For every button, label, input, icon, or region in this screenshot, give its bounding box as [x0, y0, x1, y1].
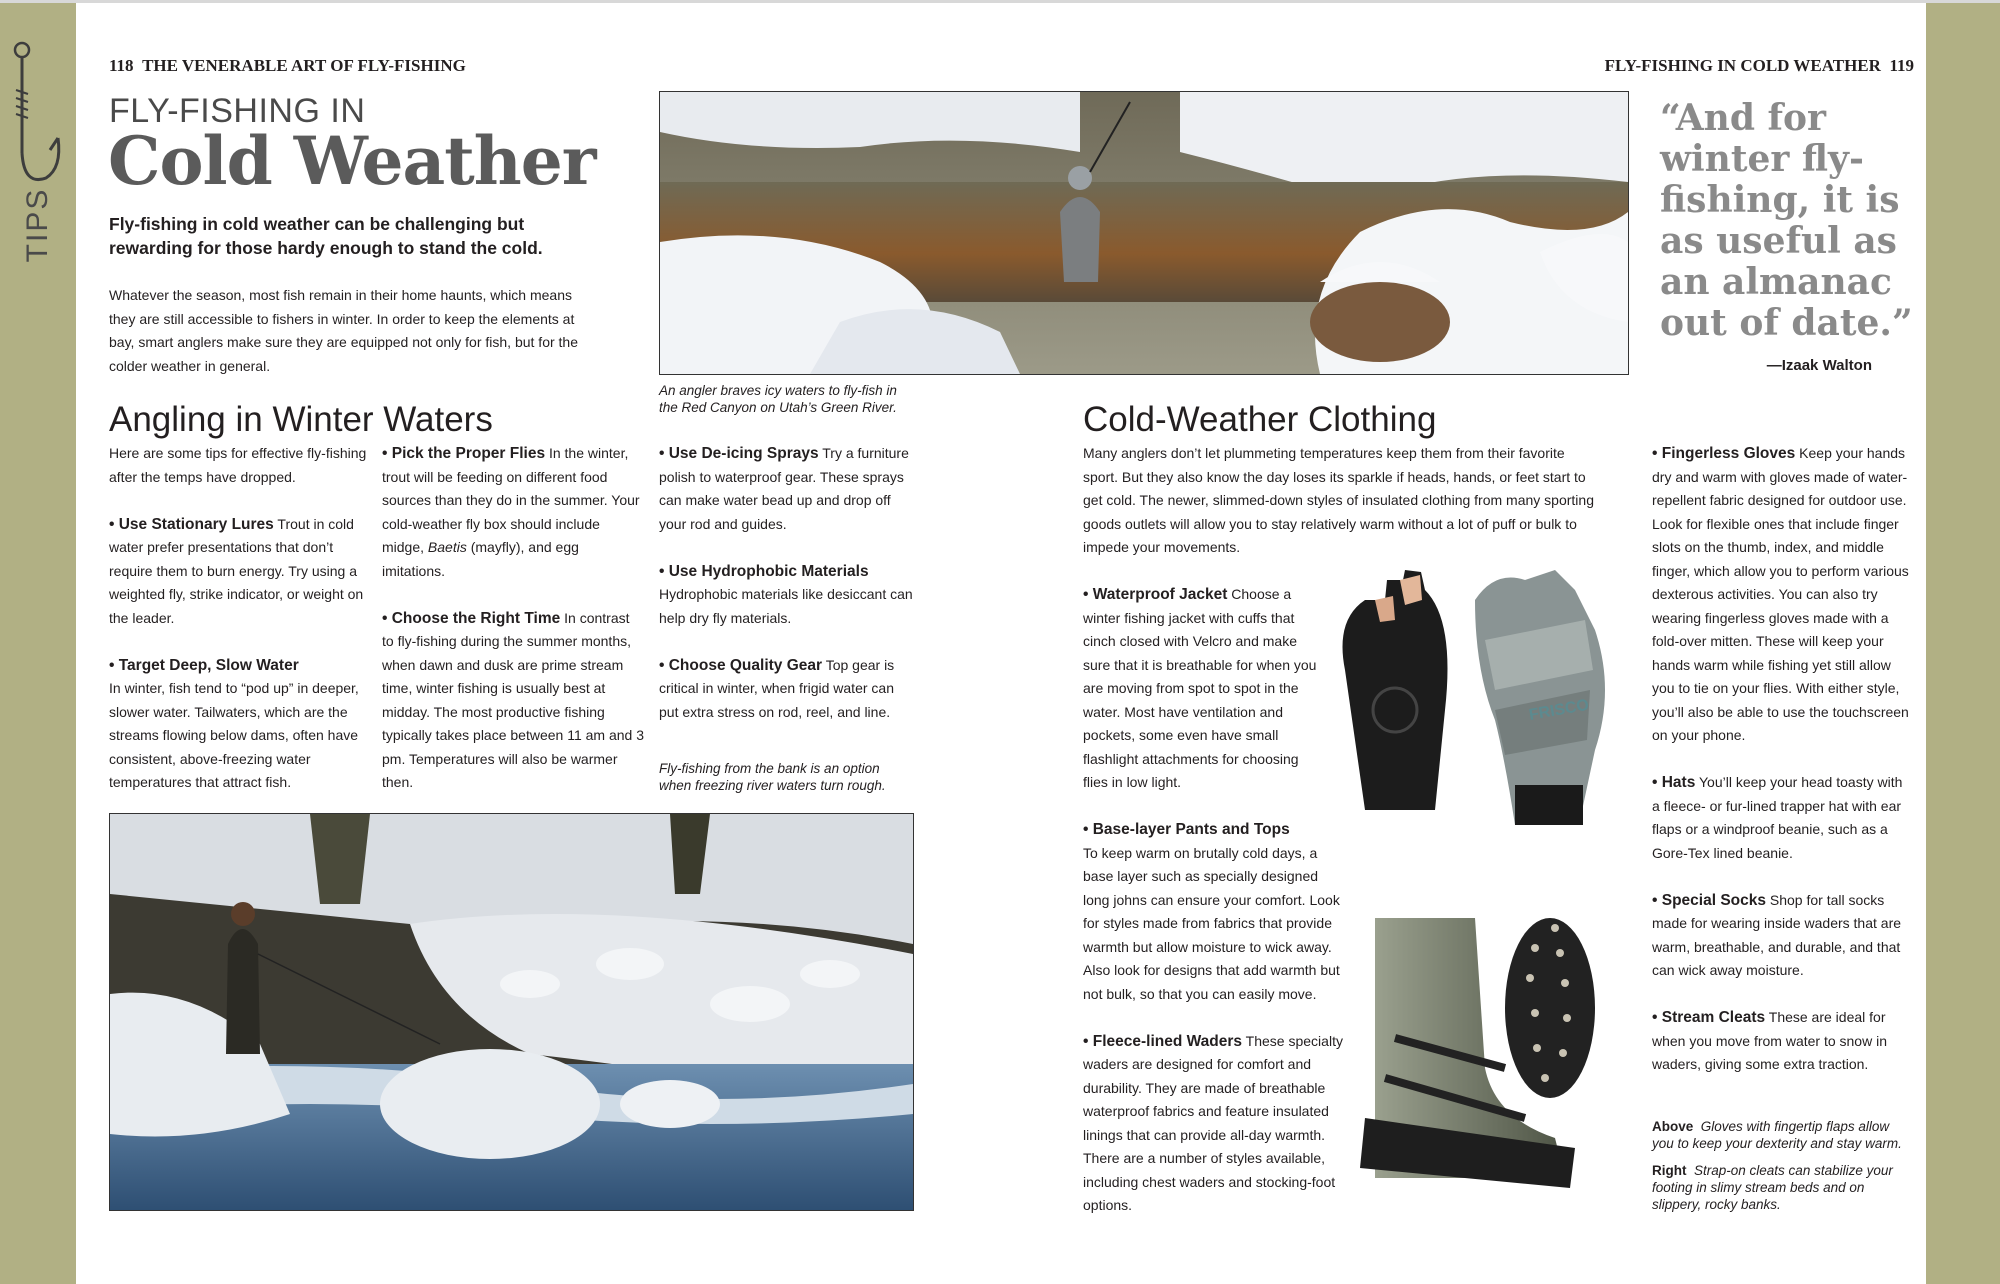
caption-cleats [1652, 1162, 1912, 1213]
tip-title: • Choose the Right Time [382, 609, 561, 627]
article-kicker: FLY-FISHING IN [109, 92, 366, 130]
tip-title: • Pick the Proper Flies [382, 445, 546, 462]
angling-column-3 [659, 442, 917, 748]
page-number-right: 119 [1889, 56, 1914, 75]
tips-tab-label: TIPS [21, 187, 54, 263]
tip-title: • Choose Quality Gear [659, 656, 823, 674]
caption-text: Strap-on cleats can stabilize your footing in slimy stream beds and on slippery, rocky banks. [1652, 1163, 1893, 1212]
tip-proper-flies [382, 442, 644, 583]
item-text: These are ideal for when you move from water to snow in waders, giving some extra traction. [1652, 1009, 1887, 1072]
fish-hook-icon [6, 28, 64, 188]
tip-text: In contrast to fly-fishing during the summer months, when dawn and dusk are prime stream time, winter fishing is usually best at midday. The most productive fishing typically takes place between 11 am and 3 pm. Temperatures will also be warmer then. [382, 609, 645, 790]
item-fingerless-gloves [1652, 442, 1912, 748]
pull-quote: “And for winter fly-fishing, it is as useful as an almanac out of date.” [1660, 97, 1913, 344]
item-hats [1652, 771, 1912, 865]
tip-hydrophobic [659, 560, 917, 631]
angling-column-1 [109, 442, 367, 818]
item-title: • Stream Cleats [1652, 1009, 1766, 1026]
caption-text: Gloves with fingertip flaps allow you to keep your dexterity and stay warm. [1652, 1119, 1902, 1151]
caption-bottom-photo: Fly-fishing from the bank is an option when freezing river waters turn rough. [659, 761, 886, 793]
clothing-column-1b [1083, 818, 1348, 1241]
heading-angling-winter: Angling in Winter Waters [109, 400, 493, 439]
item-text: Shop for tall socks made for wearing inside waders that are warm, breathable, and durable, and that can wick away moisture. [1652, 891, 1902, 978]
snowy-river-illustration [660, 92, 1628, 374]
item-waterproof-jacket [1083, 583, 1318, 795]
figure-fingerless-gloves [1325, 560, 1625, 850]
item-text: To keep warm on brutally cold days, a base layer such as specially designed long johns can ensure your comfort. Look for styles made from fabrics that provide warmth but allow moisture to wick away. Also look for designs that add warmth but not bulk, so that you can easily move. [1083, 844, 1340, 1002]
caption-gloves [1652, 1118, 1912, 1152]
left-running-title: THE VENERABLE ART OF FLY-FISHING [142, 56, 466, 75]
tip-text: In the winter, trout will be feeding on different food sources than they do in the summer. Your cold-weather fly box should include midge, [382, 445, 640, 555]
figure-stream-cleats [1355, 918, 1625, 1208]
cleats-illustration [1355, 918, 1625, 1208]
angling-intro: Here are some tips for effective fly-fishing after the temps have dropped. [109, 445, 367, 485]
tip-title: • Target Deep, Slow Water [109, 656, 299, 674]
tip-title: • Use De-icing Sprays [659, 445, 819, 462]
right-running-head [1605, 56, 1914, 76]
article-intro: Whatever the season, most fish remain in their home haunts, which means they are still accessible to fishers in winter. In order to keep the elements at bay, smart anglers make sure they are equipped not only for fish, but for the colder weather in general. [109, 287, 578, 374]
item-special-socks [1652, 889, 1912, 983]
item-text: Keep your hands dry and warm with gloves made of water-repellent fabric designed for outdoor use. Look for flexible ones that include finger slots on the thumb, index, and middle finger, which allow you to perform various dexterous activities. You can also try wearing fingerless gloves made with a fold-over mitten. These will keep your hands warm while fishing yet still allow you to tie on your flies. With either style, you’ll also be able to use the touchscreen on your phone. [1652, 445, 1909, 743]
tip-quality-gear [659, 654, 917, 725]
item-title: • Fleece-lined Waders [1083, 1032, 1243, 1050]
item-base-layer [1083, 818, 1348, 1006]
heading-cold-clothing: Cold-Weather Clothing [1083, 400, 1437, 439]
item-title: • Hats [1652, 774, 1696, 791]
clothing-column-1 [1083, 583, 1318, 818]
tip-title: • Use Stationary Lures [109, 515, 274, 533]
item-stream-cleats [1652, 1006, 1912, 1077]
gloves-illustration [1325, 560, 1625, 850]
tip-text: Trout in cold water prefer presentations that don’t require them to burn energy. Try using a weighted fly, strike indicator, or weight on the leader. [109, 515, 364, 626]
tip-deep-slow-water [109, 654, 367, 795]
angling-column-2 [382, 442, 644, 818]
left-running-head [109, 56, 466, 76]
clothing-intro: Many anglers don’t let plummeting temperatures keep them from their favorite sport. But they also know the day loses its sparkle if heads, hands, or feet start to get cold. The newer, slimmed-down styles of insulated clothing from many sporting goods outlets will allow you to stay relatively warm without a lot of puff or bulk to impede your movements. [1083, 445, 1594, 555]
photo-bank-fishing [109, 813, 914, 1211]
tip-text-end: (mayfly), and egg imitations. [382, 539, 579, 579]
item-text: You’ll keep your head toasty with a fleece- or fur-lined trapper hat with ear flaps or a windproof beanie, such as a Gore-Tex lined beanie. [1652, 774, 1903, 861]
tip-deicing-sprays [659, 442, 917, 536]
pull-quote-author: —Izaak Walton [1766, 357, 1872, 374]
snowy-rapids-illustration [110, 814, 913, 1210]
caption-label: Right [1652, 1163, 1687, 1178]
item-fleece-waders [1083, 1030, 1348, 1218]
tip-stationary-lures [109, 513, 367, 631]
item-text: Choose a winter fishing jacket with cuffs that cinch closed with Velcro and make sure that it is breathable for when you are moving from spot to spot in the water. Most have ventilation and pockets, some even have small flashlight attachments for choosing flies in low light. [1083, 586, 1317, 790]
tip-text: In winter, fish tend to “pod up” in deeper, slower water. Tailwaters, which are the streams flowing below dams, often have consistent, above-freezing water temperatures that attract fish. [109, 680, 359, 790]
tip-right-time [382, 607, 644, 795]
right-margin-band [1926, 0, 2000, 1284]
tip-title: • Use Hydrophobic Materials [659, 562, 869, 580]
glove-brand-label: FRISCO [1527, 696, 1591, 724]
tip-text: Try a furniture polish to waterproof gear. These sprays can make water bead up and drop off your rod and guides. [659, 445, 909, 532]
tip-text: Hydrophobic materials like desiccant can help dry fly materials. [659, 586, 913, 626]
tip-text: Top gear is critical in winter, when frigid water can put extra stress on rod, reel, and line. [659, 656, 895, 720]
item-title: • Special Socks [1652, 891, 1766, 909]
clothing-column-2 [1652, 442, 1912, 1100]
article-lead: Fly-fishing in cold weather can be challenging but rewarding for those hardy enough to stand the cold. [109, 214, 543, 258]
tip-italic-term: Baetis [427, 539, 467, 555]
item-title: • Fingerless Gloves [1652, 445, 1796, 462]
photo-angler-red-canyon [659, 91, 1629, 375]
item-text: These specialty waders are designed for comfort and durability. They are made of breathable waterproof fabrics and feature insulated linings that can provide all-day warmth. There are a number of styles available, including chest waders and stocking-foot options. [1083, 1032, 1343, 1213]
caption-top-photo: An angler braves icy waters to fly-fish in the Red Canyon on Utah’s Green River. [659, 383, 897, 415]
right-running-title: FLY-FISHING IN COLD WEATHER [1604, 56, 1881, 75]
top-edge-line [0, 0, 2000, 3]
article-title: Cold Weather [108, 122, 596, 200]
item-title: • Base-layer Pants and Tops [1083, 821, 1290, 838]
caption-label: Above [1652, 1119, 1694, 1134]
item-title: • Waterproof Jacket [1083, 586, 1228, 603]
page-number-left: 118 [109, 56, 134, 75]
